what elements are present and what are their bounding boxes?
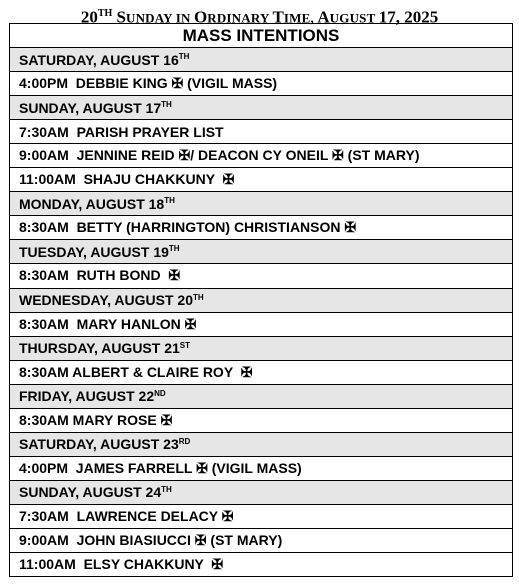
- intention-row: [10, 409, 512, 433]
- intention-text: 9:00AM JENNINE REID ✠/ DEACON CY ONEIL ✠ (ST MARY): [19, 147, 420, 164]
- heading-ordinal-suffix: TH: [97, 8, 113, 19]
- heading-text: O: [194, 7, 208, 27]
- heading-text: T: [272, 7, 284, 27]
- date-label: THURSDAY, AUGUST 21: [19, 340, 180, 357]
- intention-text: 11:00AM ELSY CHAKKUNY ✠: [19, 556, 224, 573]
- intention-row: [10, 72, 512, 96]
- date-label: FRIDAY, AUGUST 22: [19, 388, 155, 405]
- date-header-row: [10, 385, 512, 409]
- ordinal-suffix: TH: [193, 292, 204, 302]
- ordinal-suffix: TH: [164, 196, 175, 206]
- ordinal-suffix: ST: [179, 340, 191, 350]
- ordinal-suffix: RD: [178, 436, 191, 446]
- heading-text: RDINARY: [207, 10, 273, 26]
- ordinal-suffix: TH: [178, 52, 190, 62]
- intention-text: 8:30AM RUTH BOND ✠: [19, 267, 181, 284]
- heading-text: S: [112, 7, 126, 27]
- intention-row: [10, 553, 512, 576]
- intention-row: [10, 361, 512, 385]
- ordinal-suffix: TH: [168, 244, 180, 254]
- intention-text: 8:30AM ALBERT & CLAIRE ROY ✠: [19, 363, 253, 380]
- intention-row: [10, 264, 512, 288]
- intention-row: [10, 457, 512, 481]
- ordinal-suffix: TH: [161, 100, 172, 110]
- heading-text: UGUST: [329, 10, 379, 26]
- date-header-row: [10, 96, 512, 120]
- date-label: WEDNESDAY, AUGUST 20: [19, 292, 194, 309]
- ordinal-suffix: ND: [154, 388, 166, 398]
- intention-row: [10, 313, 512, 337]
- mass-intentions-table: [9, 23, 513, 577]
- heading-text: UNDAY IN: [125, 10, 194, 26]
- intention-text: 8:30AM MARY HANLON ✠: [19, 315, 197, 332]
- intention-text: 7:30AM LAWRENCE DELACY ✠: [19, 507, 234, 524]
- heading-text: 17, 2025: [378, 7, 439, 27]
- intention-text: 7:30AM PARISH PRAYER LIST: [19, 123, 224, 140]
- heading-text: IME,: [283, 10, 318, 26]
- intention-text: 11:00AM SHAJU CHAKKUNY ✠: [19, 171, 235, 188]
- ordinal-suffix: TH: [161, 484, 172, 494]
- date-label: SUNDAY, AUGUST 24: [19, 484, 162, 501]
- table-title: MASS INTENTIONS: [10, 24, 512, 48]
- intention-row: [10, 505, 512, 529]
- date-header-row: [10, 48, 512, 72]
- date-label: TUESDAY, AUGUST 19: [19, 243, 169, 260]
- date-label: SATURDAY, AUGUST 23: [19, 436, 179, 453]
- date-header-row: [10, 240, 512, 264]
- date-header-row: [10, 337, 512, 361]
- date-header-row: [10, 192, 512, 216]
- intention-text: 4:00PM JAMES FARRELL ✠ (VIGIL MASS): [19, 459, 302, 476]
- heading-text: A: [317, 7, 330, 27]
- intention-row: [10, 216, 512, 240]
- intention-row: [10, 144, 512, 168]
- date-label: SUNDAY, AUGUST 17: [19, 99, 162, 116]
- intention-row: [10, 529, 512, 553]
- intention-text: 4:00PM DEBBIE KING ✠ (VIGIL MASS): [19, 75, 278, 92]
- date-label: MONDAY, AUGUST 18: [19, 195, 165, 212]
- date-label: SATURDAY, AUGUST 16: [19, 51, 179, 68]
- heading-number: 20: [80, 7, 98, 27]
- bulletin-heading: [0, 4, 519, 27]
- intention-text: 8:30AM MARY ROSE ✠: [19, 411, 173, 428]
- date-header-row: [10, 433, 512, 457]
- intention-row: [10, 120, 512, 144]
- intention-text: 8:30AM BETTY (HARRINGTON) CHRISTIANSON ✠: [19, 219, 357, 236]
- date-header-row: [10, 289, 512, 313]
- date-header-row: [10, 481, 512, 505]
- intention-row: [10, 168, 512, 192]
- intention-text: 9:00AM JOHN BIASIUCCI ✠ (ST MARY): [19, 532, 283, 548]
